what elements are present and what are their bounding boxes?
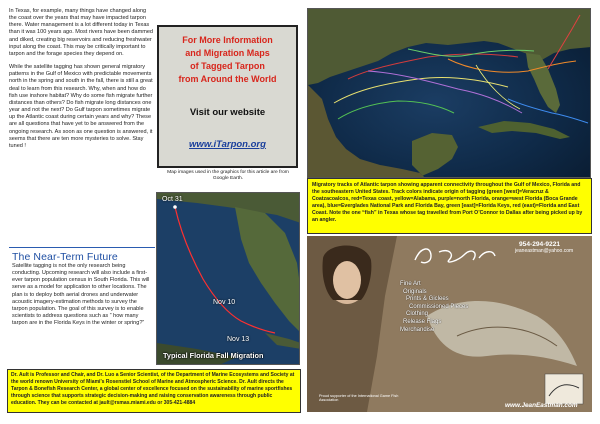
promo-box: [157, 25, 298, 168]
migration-date-label: Nov 13: [227, 336, 250, 343]
gulf-map-caption: Migratory tracks of Atlantic tarpon showing apparent connectivity throughout the Gulf of Mexico, Florida and the southeastern United States. Track colors indicate origin of tagging (green [west]=Veracruz & Coatzacoalcos, red=Texas coast, yellow=Alabama, purple=north Florida, orange=west Florida (Boca Grande area), blue=Everglades National Park and Florida Bay, green [east]=Florida Keys, red (east)=Florida and East Coast. Note the one “fish” in Texas whose tag travelled from Port O’Connor to Dallas after being picked up by an angler.: [307, 178, 592, 234]
list-item: Prints & Giclees: [406, 296, 449, 303]
list-item: Fine Art: [400, 281, 421, 287]
florida-migration-map: [156, 192, 300, 365]
ad-credit-text: Proud supporter of the International Game Fish Association: [319, 394, 399, 403]
map-credit: Map images used in the graphics for this article are from Google Earth.: [167, 170, 289, 181]
promo-visit-text: Visit our website: [189, 107, 266, 118]
article-paragraph-1: In Texas, for example, many things have changed along the coast over the years that may have impacted tarpon there. Water management is a lot different today in Texas than it was 100 years ago. Most rivers have been dammed and diked, creating big reservoirs and reducing freshwater input along the coast. This may be critically important to tarpon and the forage species they depend on.: [9, 8, 153, 57]
gulf-map-graphic: [308, 9, 591, 178]
promo-heading-line: from Around the World: [178, 74, 277, 84]
list-item: Clothing: [406, 311, 429, 318]
promo-heading-line: For More Information: [182, 35, 273, 45]
article-paragraph-2: While the satellite tagging has shown general migratory patterns in the Gulf of Mexico with predictable movements north in the spring and south in the fall, there is still a great deal to learn from this research. Why, when and how do fish use inshore habitat? Why do some fish migrate further distances than others? Do fish migrate long distances one year and not the next? Do Gulf tarpon sometimes migrate up the Atlantic coast during certain years and why? These are all questions that have yet to be answered from the ongoing research. As soon as one question is answered, it seems that there are ten more mysteries to solve. Stay tuned !: [9, 64, 153, 149]
migration-date-label: Nov 10: [213, 299, 236, 306]
migration-date-label: Oct 31: [162, 196, 183, 203]
promo-heading-line: and Migration Maps: [185, 48, 270, 58]
gulf-migration-map: [307, 8, 591, 178]
list-item: Release Flags: [403, 318, 442, 325]
artist-advertisement: [307, 236, 592, 412]
artist-website-link[interactable]: www.JeanEastman.com: [505, 402, 578, 409]
article-column: [9, 8, 155, 156]
artist-email[interactable]: jeaneastman@yahoo.com: [515, 248, 574, 254]
section-divider: [9, 247, 155, 248]
list-item: Merchandise: [400, 326, 435, 333]
near-term-body: Satellite tagging is not the only research being conducting. Upcoming research will also include a first-ever tarpon population census in South Florida. This will serve as a model for application to other locations. The plan is to deploy both aerial drones and underwater acoustic imagery-estimation methods to survey the tarpon population. The goal of this survey is to enable scientists to address questions such as “ how many tarpon are in the Florida Keys in the winter or spring?”: [12, 263, 150, 327]
list-item: Commissioned Pieces: [409, 303, 469, 310]
promo-heading: [159, 34, 296, 86]
promo-website-link[interactable]: www.iTarpon.org: [189, 139, 266, 150]
florida-map-caption: Typical Florida Fall Migration: [163, 351, 264, 360]
near-term-heading: The Near-Term Future: [12, 251, 118, 263]
list-item: Originals: [403, 288, 427, 295]
artist-phone: 954-294-9221: [519, 241, 561, 248]
artist-services-list: [400, 281, 468, 334]
promo-heading-line: of Tagged Tarpon: [190, 61, 265, 71]
artist-signature-logo: [409, 242, 499, 268]
author-bio: Dr. Ault is Professor and Chair, and Dr. Luo a Senior Scientist, of the Department of Marine Ecosystems and Society at the world renown University of Miami's Rosenstiel School of Marine and Atmospheric Science. Dr. Ault directs the Tarpon & Bonefish Research Center, a global center of excellence focused on the sustainability of marine sportfishes through science that supports strategic decision-making and raising conservation awareness through public education. They can be contacted at jault@rsmas.miami.edu or 305-421-4884: [7, 369, 301, 413]
